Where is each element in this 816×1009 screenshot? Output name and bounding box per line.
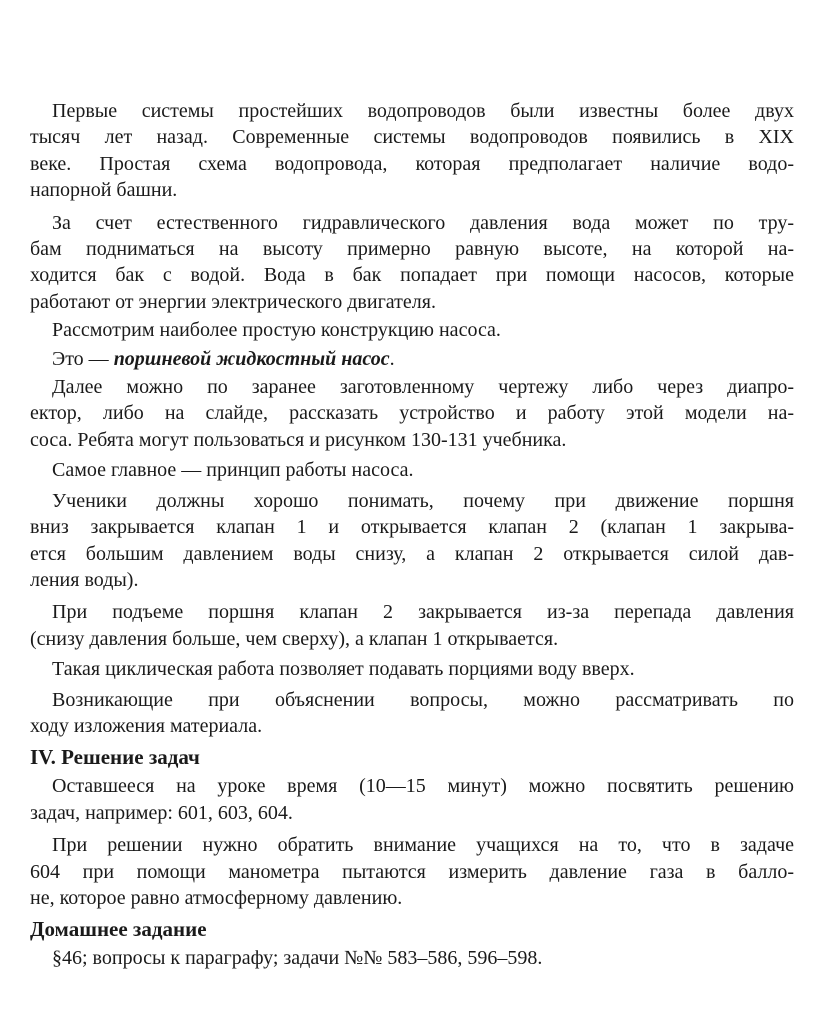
- text-line: При решении нужно обратить внимание учащихся на то, что в задаче: [52, 834, 794, 857]
- text-line: Первые системы простейших водопроводов были известны более двух: [52, 100, 794, 122]
- paragraph-hydraulic-pressure: [30, 210, 794, 316]
- text-line: §46; вопросы к параграфу; задачи №№ 583–586, 596–598.: [52, 947, 543, 970]
- paragraph-water-supply-history: [30, 98, 794, 204]
- text-line: ется большим давлением воды снизу, а клапан 2 открывается силой дав-: [30, 542, 794, 565]
- section-heading-problem-solving: IV. Решение задач: [30, 745, 200, 770]
- text-line: (снизу давления больше, чем сверху), а клапан 1 открывается.: [30, 627, 559, 650]
- text-line: Оставшееся на уроке время (10—15 минут) можно посвятить решению: [52, 775, 794, 798]
- text-prefix: Это —: [52, 347, 114, 370]
- paragraph-main-principle: [30, 457, 794, 483]
- text-line: Такая циклическая работа позволяет подавать порциями воду вверх.: [52, 658, 635, 681]
- text-line: 604 при помощи манометра пытаются измерить давление газа в балло-: [30, 860, 794, 883]
- section-heading-homework: Домашнее задание: [30, 917, 207, 942]
- text-line: ходится бак с водой. Вода в бак попадает при помощи насосов, которые: [30, 264, 794, 287]
- text-line: бам подниматься на высоту примерно равную высоте, на которой на-: [30, 238, 794, 261]
- text-line: не, которое равно атмосферному давлению.: [30, 886, 403, 909]
- text-line: напорной башни.: [30, 179, 178, 202]
- text-line: вниз закрывается клапан 1 и открывается клапан 2 (клапан 1 закрыва-: [30, 516, 794, 539]
- paragraph-piston-up: [30, 599, 794, 652]
- emphasized-term: поршневой жидкостный насос: [113, 347, 390, 370]
- paragraph-drawing: [30, 374, 794, 453]
- paragraph-cyclic-work: [30, 656, 794, 682]
- text-line: работают от энергии электрического двигателя.: [30, 290, 436, 313]
- text-line: При подъеме поршня клапан 2 закрывается из-за перепада давления: [52, 601, 794, 624]
- text-line: ектор, либо на слайде, рассказать устройство и работу этой модели на-: [30, 402, 794, 425]
- text-line: Самое главное — принцип работы насоса.: [52, 459, 414, 482]
- text-suffix: .: [389, 347, 395, 370]
- text-line: Возникающие при объяснении вопросы, можно рассматривать по: [52, 688, 794, 711]
- text-line: Далее можно по заранее заготовленному чертежу либо через диапро-: [52, 376, 794, 399]
- paragraph-valves: [30, 488, 794, 594]
- paragraph-homework: [30, 945, 794, 971]
- text-line: тысяч лет назад. Современные системы водопроводов появились в XIX: [30, 126, 794, 149]
- text-line: веке. Простая схема водопровода, которая предполагает наличие водо-: [30, 152, 794, 175]
- text-line: ходу изложения материала.: [30, 714, 263, 737]
- text-line: [30, 346, 794, 372]
- text-line: задач, например: 601, 603, 604.: [30, 801, 293, 824]
- paragraph-consider-pump: [30, 317, 794, 343]
- paragraph-manometer: [30, 832, 794, 911]
- text-line: ления воды).: [30, 568, 139, 591]
- text-line: Рассмотрим наиболее простую конструкцию насоса.: [52, 319, 501, 342]
- text-line: За счет естественного гидравлического давления вода может по тру-: [52, 211, 794, 234]
- paragraph-remaining-time: [30, 773, 794, 826]
- text-line: соса. Ребята могут пользоваться и рисунком 130-131 учебника.: [30, 428, 567, 451]
- text-line: Ученики должны хорошо понимать, почему при движение поршня: [52, 489, 794, 512]
- paragraph-questions: [30, 687, 794, 740]
- paragraph-piston-pump: [30, 346, 794, 372]
